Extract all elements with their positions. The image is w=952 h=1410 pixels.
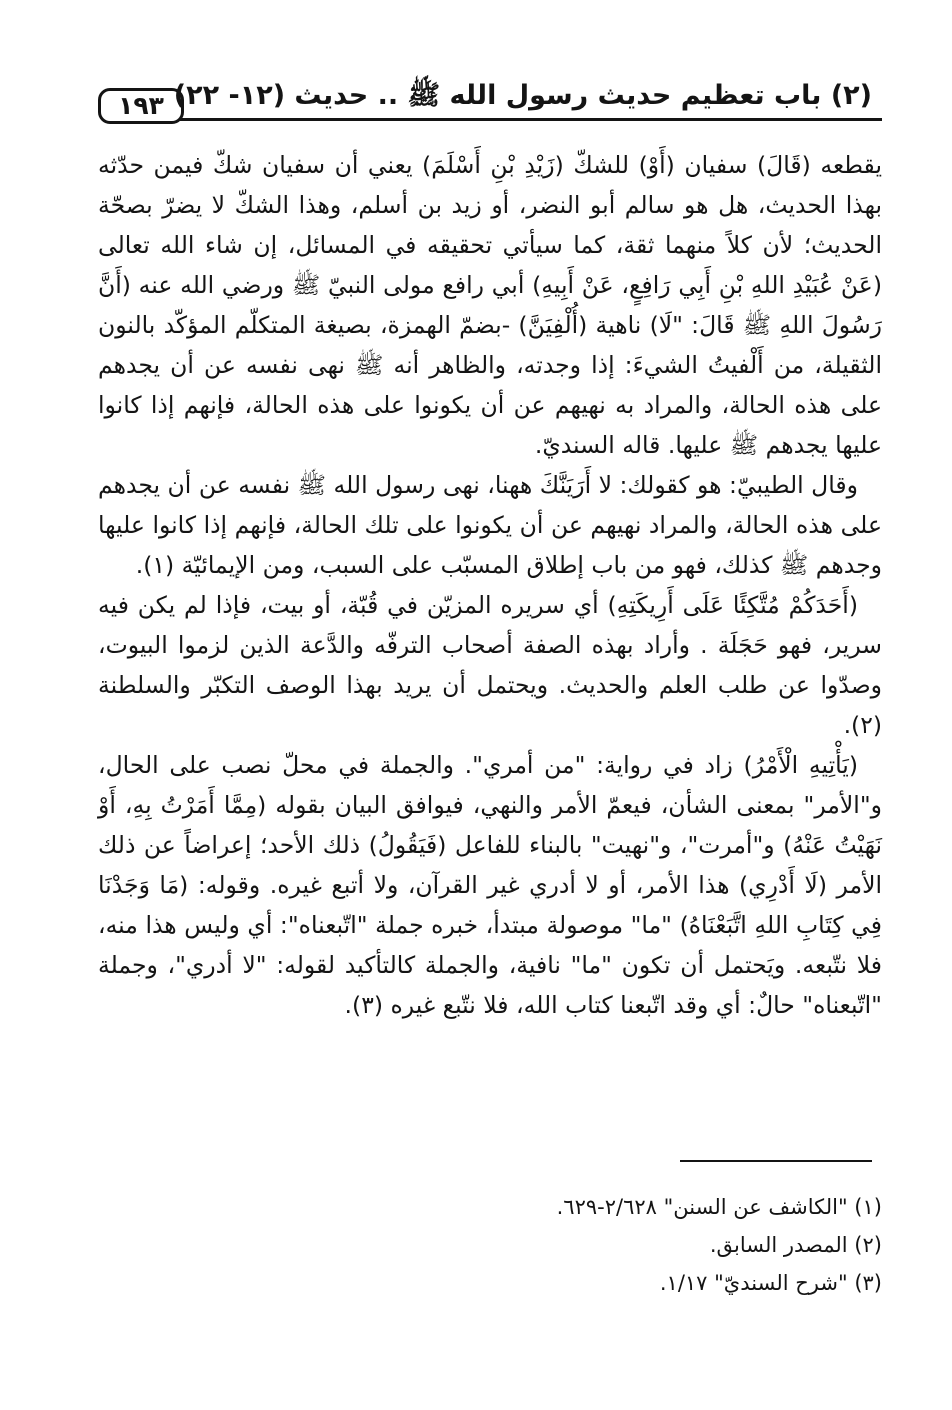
footnote-2: (٢) المصدر السابق. bbox=[709, 1233, 882, 1257]
footnote-separator bbox=[680, 1160, 872, 1162]
header-rule bbox=[180, 118, 882, 121]
footnote-3: (٣) "شرح السنديّ" ١/١٧. bbox=[659, 1271, 882, 1295]
header-title: (٢) باب تعظيم حديث رسول الله ﷺ .. حديث (١٢- ٢٢) bbox=[173, 80, 872, 111]
footnotes bbox=[98, 1188, 882, 1302]
paragraph-4: (يَأْتِيهِ الْأَمْرُ) زاد في رواية: "من أمري". والجملة في محلّ نصب على الحال، و"الأمر" بمعنى الشأن، فيعمّ الأمر والنهي، فيوافق البيان بقوله (مِمَّا أَمَرْتُ بِهِ، أَوْ نَهَيْتُ عَنْهُ) و"أمرت"، و"نهيت" بالبناء للفاعل (فَيَقُولُ) ذلك الأحد؛ إعراضاً عن ذلك الأمر (لَا أَدْرِي) هذا الأمر، أو لا أدري غير القرآن، ولا أتبع غيره. وقوله: (مَا وَجَدْنَا فِي كِتَابِ اللهِ اتَّبَعْنَاهُ) "ما" موصولة مبتدأ، خبره جملة "اتّبعناه": أي وليس هذا منه، فلا نتّبعه. ويَحتمل أن تكون "ما" نافية، والجملة كالتأكيد لقوله: "لا أدري"، وجملة "اتّبعناه" حالٌ: أي وقد اتّبعنا كتاب الله، فلا نتّبع غيره (٣). bbox=[98, 751, 882, 1019]
footnote-1: (١) "الكاشف عن السنن" ٢/٦٢٨-٦٢٩. bbox=[556, 1195, 882, 1219]
paragraph-2: وقال الطيبيّ: هو كقولك: لا أَرَيَنَّكَ ههنا، نهى رسول الله ﷺ نفسه عن أن يجدهم على هذه الحالة، والمراد نهيهم عن أن يكونوا على تلك الحالة، فإنهم إذا كانوا عليها وجدهم ﷺ كذلك، فهو من باب إطلاق المسبّب على السبب، ومن الإيمائيّة (١). bbox=[98, 471, 882, 579]
running-header bbox=[98, 74, 882, 122]
paragraph-1: يقطعه (قَالَ) سفيان (أَوْ) للشكّ (زَيْدِ بْنِ أَسْلَمَ) يعني أن سفيان شكّ فيمن حدّثه بهذا الحديث، هل هو سالم أبو النضر، أو زيد بن أسلم، وهذا الشكّ لا يضرّ بصحّة الحديث؛ لأن كلاً منهما ثقة، كما سيأتي تحقيقه في المسائل، إن شاء الله تعالى (عَنْ عُبَيْدِ اللهِ بْنِ أَبِي رَافِعٍ، عَنْ أَبِيهِ) أبي رافع مولى النبيّ ﷺ ورضي الله عنه (أَنَّ رَسُولَ اللهِ ﷺ قَالَ: "لَا) ناهية (أُلْفِيَنَّ) -بضمّ الهمزة، بصيغة المتكلّم المؤكّد بالنون الثقيلة، من أَلْفيتُ الشيءَ: إذا وجدته، والظاهر أنه ﷺ نهى نفسه عن أن يجدهم على هذه الحالة، والمراد به نهيهم عن أن يكونوا على هذه الحالة، فإنهم إذا كانوا عليها يجدهم ﷺ عليها. قاله السنديّ. bbox=[98, 151, 882, 459]
paragraph-3: (أَحَدَكُمْ مُتَّكِئًا عَلَى أَرِيكَتِهِ) أي سريره المزيّن في قُبّة، أو بيت، فإذا لم يكن فيه سرير، فهو حَجَلَة . وأراد بهذه الصفة أصحاب الترفّه والدَّعة الذين لزموا البيوت، وصدّوا عن طلب العلم والحديث. ويحتمل أن يريد بهذا الوصف التكبّر والسلطنة (٢). bbox=[98, 591, 882, 739]
page-number-box: ١٩٣ bbox=[98, 88, 184, 124]
main-text bbox=[98, 145, 882, 1025]
